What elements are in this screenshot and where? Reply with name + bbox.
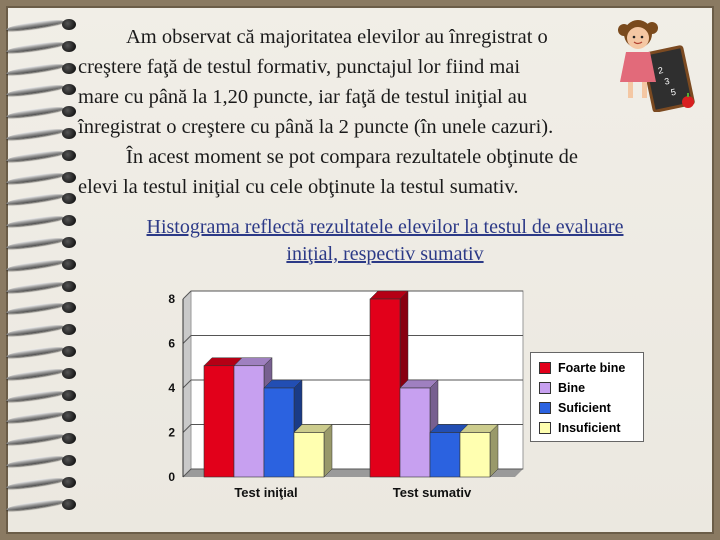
bar-side — [324, 425, 332, 478]
legend-label: Insuficient — [558, 421, 621, 435]
bar — [400, 388, 430, 477]
legend-label: Suficient — [558, 401, 611, 415]
legend-swatch — [539, 422, 551, 434]
text-line-5: În acest moment se pot compara rezultatele obţinute de — [126, 146, 578, 168]
bar — [234, 366, 264, 477]
x-category-label: Test sumativ — [392, 485, 472, 500]
legend-swatch — [539, 362, 551, 374]
binding-ring — [6, 62, 76, 76]
legend-label: Bine — [558, 381, 586, 395]
y-tick-label: 4 — [168, 381, 175, 395]
text-line-2: creştere faţă de testul formativ, punctajul lor fiind mai — [78, 56, 521, 78]
binding-ring — [6, 432, 76, 446]
binding-ring — [6, 323, 76, 337]
legend-item — [539, 359, 625, 377]
x-category-label: Test iniţial — [234, 485, 298, 500]
legend-swatch — [539, 402, 551, 414]
binding-ring — [6, 149, 76, 163]
binding-ring — [6, 454, 76, 468]
binding-ring — [6, 389, 76, 403]
legend-swatch — [539, 382, 551, 394]
text-line-3: mare cu până la 1,20 puncte, iar faţă de testul iniţial au — [78, 86, 528, 108]
bar-side — [490, 425, 498, 478]
bar — [294, 433, 324, 478]
caption-line-1: Histograma reflectă rezultatele elevilor la testul de evaluare — [146, 216, 624, 238]
bar — [460, 433, 490, 478]
binding-ring — [6, 367, 76, 381]
board-digit-3: 5 — [669, 86, 677, 98]
binding-ring — [6, 236, 76, 250]
legend-item — [539, 399, 611, 417]
board-digit-2: 3 — [663, 75, 671, 87]
binding-ring — [6, 280, 76, 294]
text-line-4: înregistrat o creştere cu până la 2 puncte (în unele cazuri). — [78, 116, 554, 138]
binding-ring — [6, 127, 76, 141]
y-tick-label: 8 — [168, 292, 175, 306]
binding-ring — [6, 83, 76, 97]
bar — [430, 433, 460, 478]
binding-ring — [6, 258, 76, 272]
binding-ring — [6, 498, 76, 512]
y-tick-label: 2 — [168, 425, 175, 440]
text-line-1: Am observat că majoritatea elevilor au înregistrat o — [126, 26, 548, 48]
bar — [370, 299, 400, 477]
text-line-6: elevi la testul iniţial cu cele obţinute la testul sumativ. — [78, 176, 519, 198]
binding-ring — [6, 192, 76, 206]
spiral-binding — [0, 0, 90, 540]
y-tick-label: 6 — [168, 336, 175, 351]
legend-label: Foarte bine — [558, 361, 626, 375]
explanation-paragraph — [78, 22, 678, 202]
legend-item — [539, 419, 621, 437]
bar — [264, 388, 294, 477]
binding-ring — [6, 476, 76, 490]
binding-ring — [6, 18, 76, 32]
binding-ring — [6, 410, 76, 424]
binding-ring — [6, 214, 76, 228]
binding-ring — [6, 40, 76, 54]
binding-ring — [6, 345, 76, 359]
bar — [204, 366, 234, 477]
binding-ring — [6, 105, 76, 119]
chart-legend — [530, 352, 644, 442]
y-tick-label: 0 — [168, 470, 175, 484]
caption-line-2: iniţial, respectiv sumativ — [286, 243, 484, 265]
binding-ring — [6, 171, 76, 185]
board-digit-1: 2 — [657, 64, 665, 76]
chart-caption — [80, 214, 690, 268]
binding-ring — [6, 301, 76, 315]
legend-item — [539, 379, 585, 397]
